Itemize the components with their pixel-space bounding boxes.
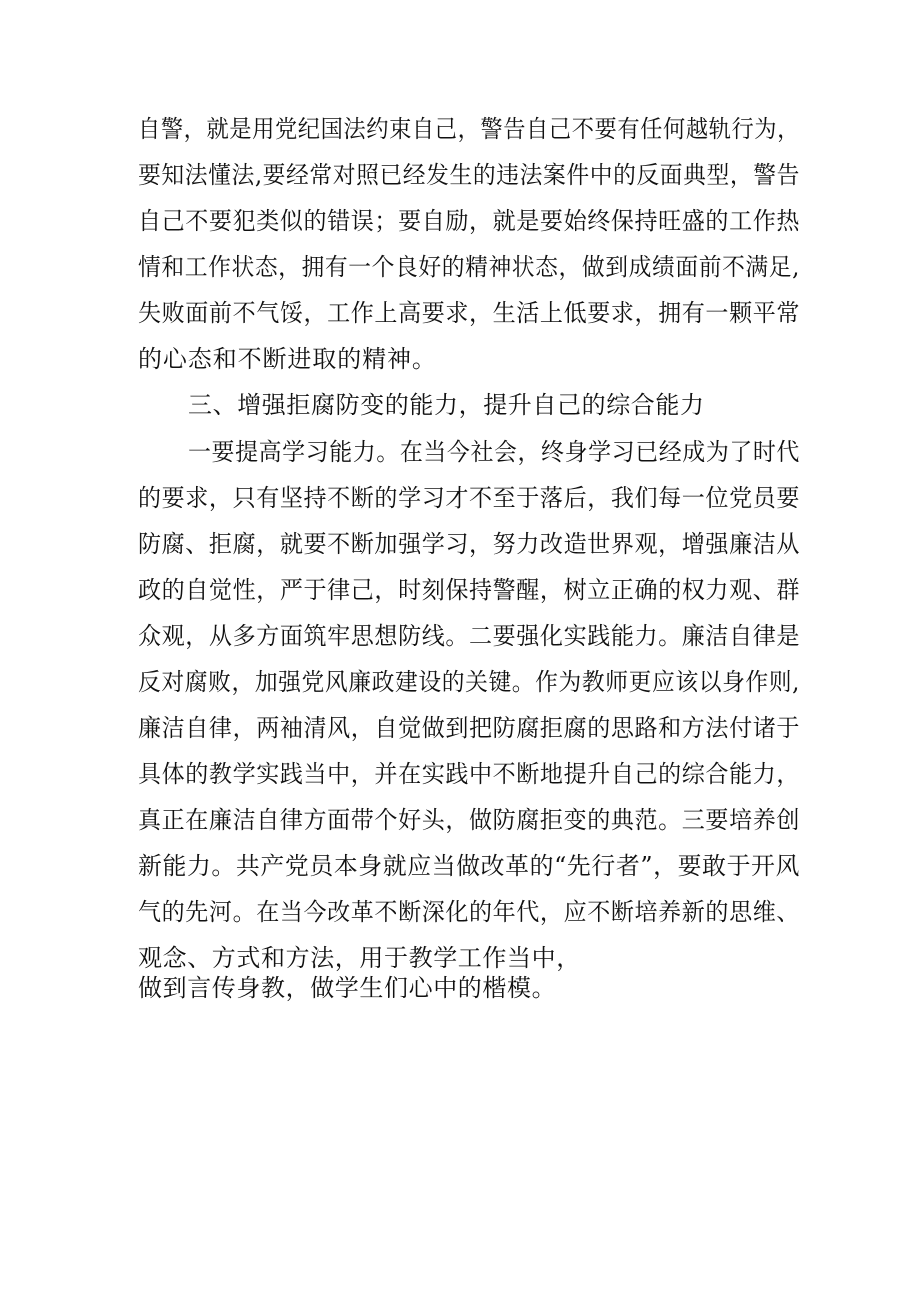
- paragraph-line: 的心态和不断进取的精神。: [138, 345, 437, 373]
- paragraph-line: 众观，从多方面筑牢思想防线。二要强化实践能力。廉洁自律是: [138, 622, 801, 650]
- paragraph-line: 自己不要犯类似的错误；要自励，就是要始终保持旺盛的工作热: [138, 207, 801, 235]
- paragraph-line: 气的先河。在当今改革不断深化的年代，应不断培养新的思维、: [138, 898, 801, 926]
- paragraph-line: 具体的教学实践当中，并在实践中不断地提升自己的综合能力，: [138, 760, 801, 788]
- section-heading: 三、增强拒腐防变的能力，提升自己的综合能力: [188, 391, 705, 419]
- paragraph-line: 一要提高学习能力。在当今社会，终身学习已经成为了时代: [188, 438, 800, 466]
- paragraph-line: 失败面前不气馁，工作上高要求，生活上低要求，拥有一颗平常: [138, 299, 801, 327]
- paragraph-line: 真正在廉洁自律方面带个好头，做防腐拒变的典范。三要培养创: [138, 806, 801, 834]
- paragraph-line: 观念、方式和方法，用于教学工作当中，: [138, 944, 581, 972]
- paragraph-line: 情和工作状态，拥有一个良好的精神状态，做到成绩面前不满足,: [138, 253, 800, 281]
- paragraph-line: 新能力。共产党员本身就应当做改革的“先行者”，要敢于开风: [138, 852, 801, 880]
- paragraph-line: 防腐、拒腐，就要不断加强学习，努力改造世界观，增强廉洁从: [138, 530, 801, 558]
- paragraph-line: 自警，就是用党纪国法约束自己，警告自己不要有任何越轨行为，: [138, 115, 800, 143]
- paragraph-line: 反对腐败，加强党风廉政建设的关键。作为教师更应该以身作则,: [138, 668, 800, 696]
- paragraph-line: 的要求，只有坚持不断的学习才不至于落后，我们每一位党员要: [138, 484, 801, 512]
- paragraph-line: 政的自觉性，严于律己，时刻保持警醒，树立正确的权力观、群: [138, 576, 801, 604]
- paragraph-line: 做到言传身教，做学生们心中的楷模。: [138, 974, 557, 1002]
- paragraph-line: 要知法懂法,要经常对照已经发生的违法案件中的反面典型，警告: [138, 161, 800, 189]
- paragraph-line: 廉洁自律，两袖清风，自觉做到把防腐拒腐的思路和方法付诸于: [138, 714, 801, 742]
